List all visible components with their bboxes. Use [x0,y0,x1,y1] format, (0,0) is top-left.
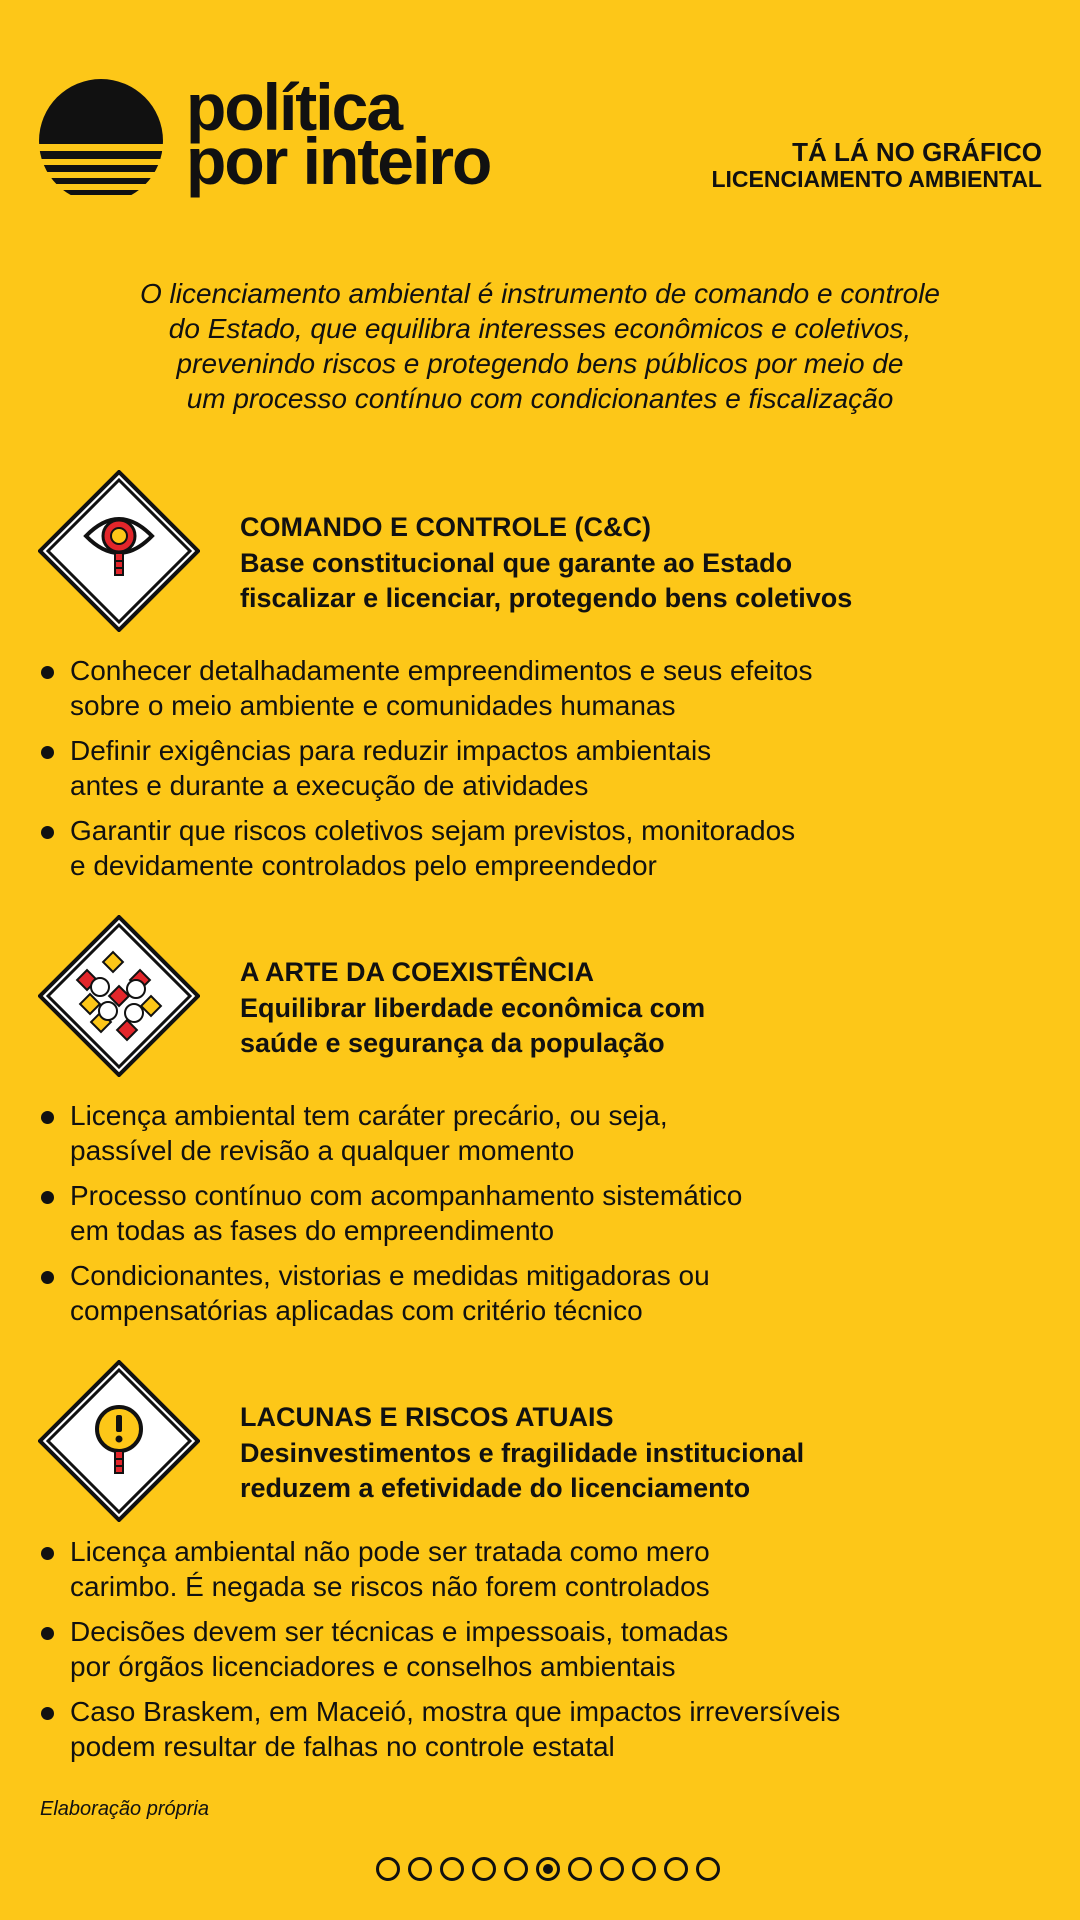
bullet-dot-icon [41,1191,54,1204]
bullet-line: Garantir que riscos coletivos sejam previstos, monitorados [70,815,796,846]
bullet-list [38,1098,742,1338]
intro-line: O licenciamento ambiental é instrumento de comando e controle [140,278,940,309]
pagination-dot[interactable] [632,1857,656,1881]
section-subtitle [240,546,852,616]
bullet-line: podem resultar de falhas no controle estatal [70,1731,615,1762]
section-subtitle [240,991,705,1061]
pagination-dot[interactable] [408,1857,432,1881]
header [38,70,1042,206]
source-credit: Elaboração própria [40,1798,209,1820]
carousel-pagination [376,1857,720,1881]
bullet-line: carimbo. É negada se riscos não forem controlados [70,1571,710,1602]
bullet-line: Condicionantes, vistorias e medidas mitigadoras ou [70,1260,710,1291]
bullet-item [38,1694,840,1764]
bullet-dot-icon [41,1111,54,1124]
pagination-dot[interactable] [440,1857,464,1881]
series-name: TÁ LÁ NO GRÁFICO [792,137,1042,167]
bullet-dot-icon [41,1547,54,1560]
subtitle-line: Equilibrar liberdade econômica com [240,993,706,1023]
pagination-dot[interactable] [376,1857,400,1881]
section-title: A ARTE DA COEXISTÊNCIA [240,957,595,987]
bullet-dot-icon [41,666,54,679]
sunset-logo-icon [38,78,164,204]
subtitle-line: Base constitucional que garante ao Estado [240,548,793,578]
bullet-line: Processo contínuo com acompanhamento sistemático [70,1180,743,1211]
bullet-line: Decisões devem ser técnicas e impessoais, tomadas [70,1616,729,1647]
bullet-line: Conhecer detalhadamente empreendimentos e seus efeitos [70,655,813,686]
pagination-dot[interactable] [472,1857,496,1881]
bullet-line: antes e durante a execução de atividades [70,770,589,801]
bullet-dot-icon [41,1707,54,1720]
intro-line: prevenindo riscos e protegendo bens públicos por meio de [176,348,904,379]
subtitle-line: saúde e segurança da população [240,1028,665,1058]
bullet-item [38,813,812,883]
bullet-line: por órgãos licenciadores e conselhos ambientais [70,1651,676,1682]
brand-logo-text [186,70,491,198]
bullet-item [38,1098,742,1168]
bullet-item [38,733,812,803]
bullet-item [38,1534,840,1604]
pagination-dot[interactable] [568,1857,592,1881]
logo-line-2: por inteiro [186,124,491,198]
bullet-line: sobre o meio ambiente e comunidades humanas [70,690,676,721]
subtitle-line: reduzem a efetividade do licenciamento [240,1473,751,1503]
section-subtitle [240,1436,804,1506]
logo-line-1: política [186,70,402,144]
bullet-line: Licença ambiental não pode ser tratada como mero [70,1536,710,1567]
pagination-dot-active[interactable] [536,1857,560,1881]
section-title: COMANDO E CONTROLE (C&C) [240,512,651,542]
pagination-dot[interactable] [696,1857,720,1881]
section-title: LACUNAS E RISCOS ATUAIS [240,1402,614,1432]
bullet-line: compensatórias aplicadas com critério técnico [70,1295,643,1326]
bullet-dot-icon [41,746,54,759]
bullet-line: passível de revisão a qualquer momento [70,1135,575,1166]
bullet-item [38,1178,742,1248]
pagination-dot[interactable] [504,1857,528,1881]
bullet-line: Definir exigências para reduzir impactos ambientais [70,735,712,766]
intro-paragraph [50,276,1030,416]
series-tag [711,138,1042,192]
eye-magnifier-icon [38,470,200,632]
subtitle-line: Desinvestimentos e fragilidade institucional [240,1438,805,1468]
bullet-item [38,653,812,723]
joined-hands-icon [38,915,200,1077]
bullet-list [38,1534,840,1774]
bullet-dot-icon [41,1627,54,1640]
bullet-dot-icon [41,826,54,839]
pagination-dot[interactable] [600,1857,624,1881]
intro-line: do Estado, que equilibra interesses econômicos e coletivos, [168,313,912,344]
bullet-item [38,1258,742,1328]
bullet-list [38,653,812,893]
bullet-dot-icon [41,1271,54,1284]
topic-name: LICENCIAMENTO AMBIENTAL [711,166,1042,192]
bullet-line: e devidamente controlados pelo empreendedor [70,850,657,881]
bullet-line: Licença ambiental tem caráter precário, ou seja, [70,1100,668,1131]
bullet-line: Caso Braskem, em Maceió, mostra que impactos irreversíveis [70,1696,841,1727]
intro-line: um processo contínuo com condicionantes e fiscalização [186,383,894,414]
pagination-dot[interactable] [664,1857,688,1881]
subtitle-line: fiscalizar e licenciar, protegendo bens coletivos [240,583,853,613]
bullet-item [38,1614,840,1684]
bullet-line: em todas as fases do empreendimento [70,1215,555,1246]
warning-magnifier-icon [38,1360,200,1522]
